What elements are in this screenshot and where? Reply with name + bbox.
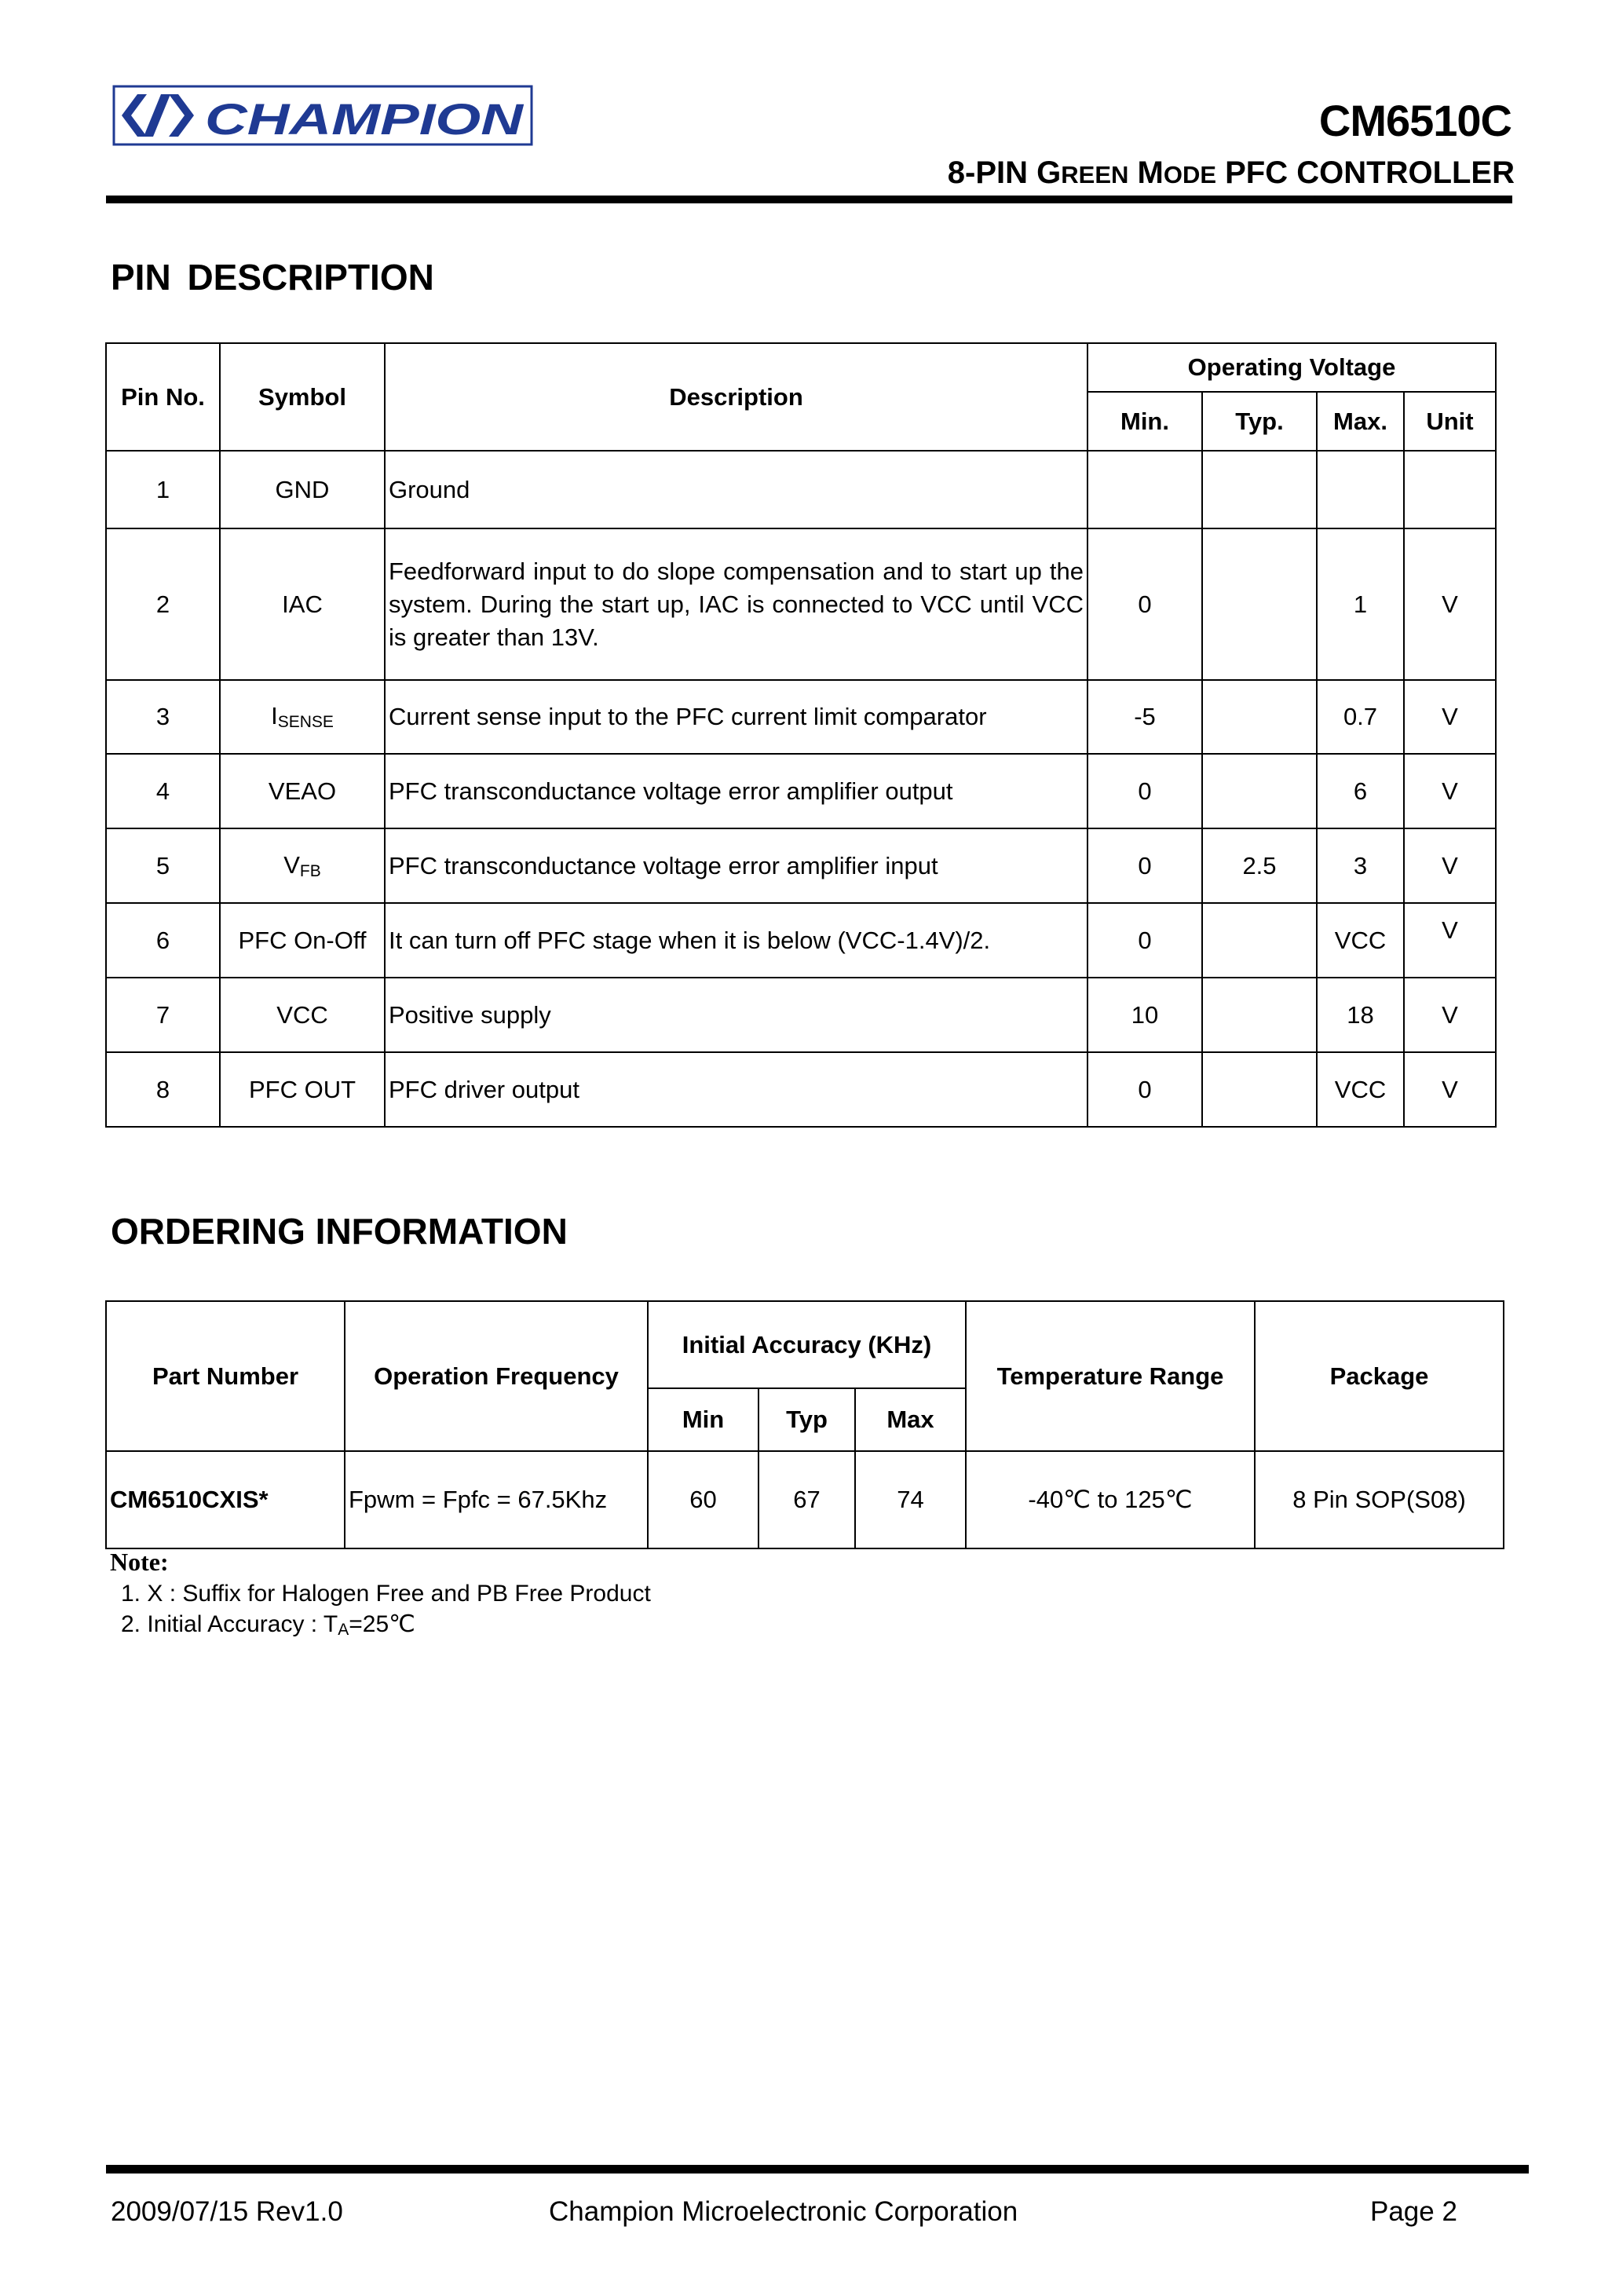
header-min: Min. bbox=[1087, 392, 1202, 451]
header-initial-accuracy: Initial Accuracy (KHz) bbox=[648, 1301, 966, 1388]
pin-unit: V bbox=[1404, 680, 1496, 754]
accuracy-max: 74 bbox=[855, 1451, 966, 1548]
pin-description-table bbox=[105, 342, 1497, 1128]
table-row bbox=[106, 451, 1496, 528]
header-operating-voltage: Operating Voltage bbox=[1087, 343, 1496, 392]
table-row bbox=[106, 680, 1496, 754]
champion-logo bbox=[112, 85, 533, 146]
pin-number: 1 bbox=[106, 451, 220, 528]
footer-date-revision: 2009/07/15 Rev1.0 bbox=[111, 2196, 343, 2227]
pin-description: Feedforward input to do slope compensation and to start up the system. During the start up, IAC is connected to VCC until VCC is greater than 13V. bbox=[385, 528, 1087, 680]
pin-max: 18 bbox=[1317, 978, 1404, 1052]
pin-symbol: ISENSE bbox=[220, 680, 385, 754]
table-row bbox=[106, 978, 1496, 1052]
note-item: 1. X : Suffix for Halogen Free and PB Free Product bbox=[121, 1581, 651, 1607]
header-operation-frequency: Operation Frequency bbox=[345, 1301, 648, 1451]
pin-max: 6 bbox=[1317, 754, 1404, 828]
pin-symbol: PFC On-Off bbox=[220, 903, 385, 978]
pin-max: VCC bbox=[1317, 1052, 1404, 1127]
pin-min: -5 bbox=[1087, 680, 1202, 754]
pin-unit: V bbox=[1404, 978, 1496, 1052]
pin-max: 3 bbox=[1317, 828, 1404, 903]
pin-description: PFC transconductance voltage error amplifier input bbox=[385, 828, 1087, 903]
package: 8 Pin SOP(S08) bbox=[1255, 1451, 1504, 1548]
pin-min: 0 bbox=[1087, 528, 1202, 680]
temperature-range: -40℃ to 125℃ bbox=[966, 1451, 1255, 1548]
pin-min: 10 bbox=[1087, 978, 1202, 1052]
operation-frequency: Fpwm = Fpfc = 67.5Khz bbox=[345, 1451, 648, 1548]
pin-symbol: VEAO bbox=[220, 754, 385, 828]
header-part-number: Part Number bbox=[106, 1301, 345, 1451]
pin-number: 4 bbox=[106, 754, 220, 828]
note-item: 2. Initial Accuracy : TA=25℃ bbox=[121, 1611, 415, 1639]
pin-typ: 2.5 bbox=[1202, 828, 1317, 903]
pin-min: 0 bbox=[1087, 754, 1202, 828]
pin-number: 8 bbox=[106, 1052, 220, 1127]
table-row bbox=[106, 528, 1496, 680]
pin-max bbox=[1317, 451, 1404, 528]
footer-divider bbox=[106, 2165, 1529, 2174]
pin-description: Ground bbox=[385, 451, 1087, 528]
table-row bbox=[106, 828, 1496, 903]
header-divider bbox=[106, 196, 1512, 203]
accuracy-typ: 67 bbox=[758, 1451, 855, 1548]
pin-typ bbox=[1202, 451, 1317, 528]
pin-description: It can turn off PFC stage when it is below (VCC-1.4V)/2. bbox=[385, 903, 1087, 978]
pin-number: 7 bbox=[106, 978, 220, 1052]
pin-typ bbox=[1202, 1052, 1317, 1127]
table-row bbox=[106, 903, 1496, 978]
header-pin-no: Pin No. bbox=[106, 343, 220, 451]
header-description: Description bbox=[385, 343, 1087, 451]
logo-wordmark: CHAMPION bbox=[205, 94, 525, 144]
pin-number: 2 bbox=[106, 528, 220, 680]
header-unit: Unit bbox=[1404, 392, 1496, 451]
pin-symbol: PFC OUT bbox=[220, 1052, 385, 1127]
table-row bbox=[106, 1451, 1504, 1548]
ordering-information-title: ORDERING INFORMATION bbox=[111, 1211, 568, 1252]
footer-page-number: Page 2 bbox=[1370, 2196, 1457, 2227]
pin-min bbox=[1087, 451, 1202, 528]
header-accuracy-max: Max bbox=[855, 1388, 966, 1451]
pin-description: PFC transconductance voltage error amplifier output bbox=[385, 754, 1087, 828]
header-typ: Typ. bbox=[1202, 392, 1317, 451]
pin-number: 3 bbox=[106, 680, 220, 754]
pin-unit: V bbox=[1404, 754, 1496, 828]
pin-unit: V bbox=[1404, 528, 1496, 680]
pin-symbol: VCC bbox=[220, 978, 385, 1052]
pin-unit bbox=[1404, 451, 1496, 528]
accuracy-min: 60 bbox=[648, 1451, 758, 1548]
header-temperature-range: Temperature Range bbox=[966, 1301, 1255, 1451]
pin-symbol: GND bbox=[220, 451, 385, 528]
header-max: Max. bbox=[1317, 392, 1404, 451]
ordering-information-table bbox=[105, 1300, 1504, 1549]
header-package: Package bbox=[1255, 1301, 1504, 1451]
pin-symbol: VFB bbox=[220, 828, 385, 903]
pin-min: 0 bbox=[1087, 828, 1202, 903]
pin-max: VCC bbox=[1317, 903, 1404, 978]
pin-number: 6 bbox=[106, 903, 220, 978]
document-subtitle: 8-PIN GREEN MODE PFC CONTROLLER bbox=[947, 155, 1515, 190]
pin-max: 0.7 bbox=[1317, 680, 1404, 754]
pin-typ bbox=[1202, 680, 1317, 754]
pin-unit: V bbox=[1404, 828, 1496, 903]
header-symbol: Symbol bbox=[220, 343, 385, 451]
pin-description: PFC driver output bbox=[385, 1052, 1087, 1127]
footer-company: Champion Microelectronic Corporation bbox=[549, 2196, 1018, 2227]
pin-typ bbox=[1202, 978, 1317, 1052]
header-accuracy-min: Min bbox=[648, 1388, 758, 1451]
pin-min: 0 bbox=[1087, 903, 1202, 978]
pin-description: Positive supply bbox=[385, 978, 1087, 1052]
pin-min: 0 bbox=[1087, 1052, 1202, 1127]
pin-description-title: PIN DESCRIPTION bbox=[111, 257, 434, 298]
document-title: CM6510C bbox=[1318, 96, 1512, 145]
pin-typ bbox=[1202, 754, 1317, 828]
part-number: CM6510CXIS* bbox=[106, 1451, 345, 1548]
note-label: Note: bbox=[110, 1548, 169, 1576]
pin-typ bbox=[1202, 903, 1317, 978]
pin-number: 5 bbox=[106, 828, 220, 903]
pin-max: 1 bbox=[1317, 528, 1404, 680]
table-row bbox=[106, 1052, 1496, 1127]
table-row bbox=[106, 754, 1496, 828]
header-accuracy-typ: Typ bbox=[758, 1388, 855, 1451]
pin-description: Current sense input to the PFC current limit comparator bbox=[385, 680, 1087, 754]
pin-typ bbox=[1202, 528, 1317, 680]
pin-unit: V bbox=[1404, 903, 1496, 978]
pin-symbol: IAC bbox=[220, 528, 385, 680]
pin-unit: V bbox=[1404, 1052, 1496, 1127]
